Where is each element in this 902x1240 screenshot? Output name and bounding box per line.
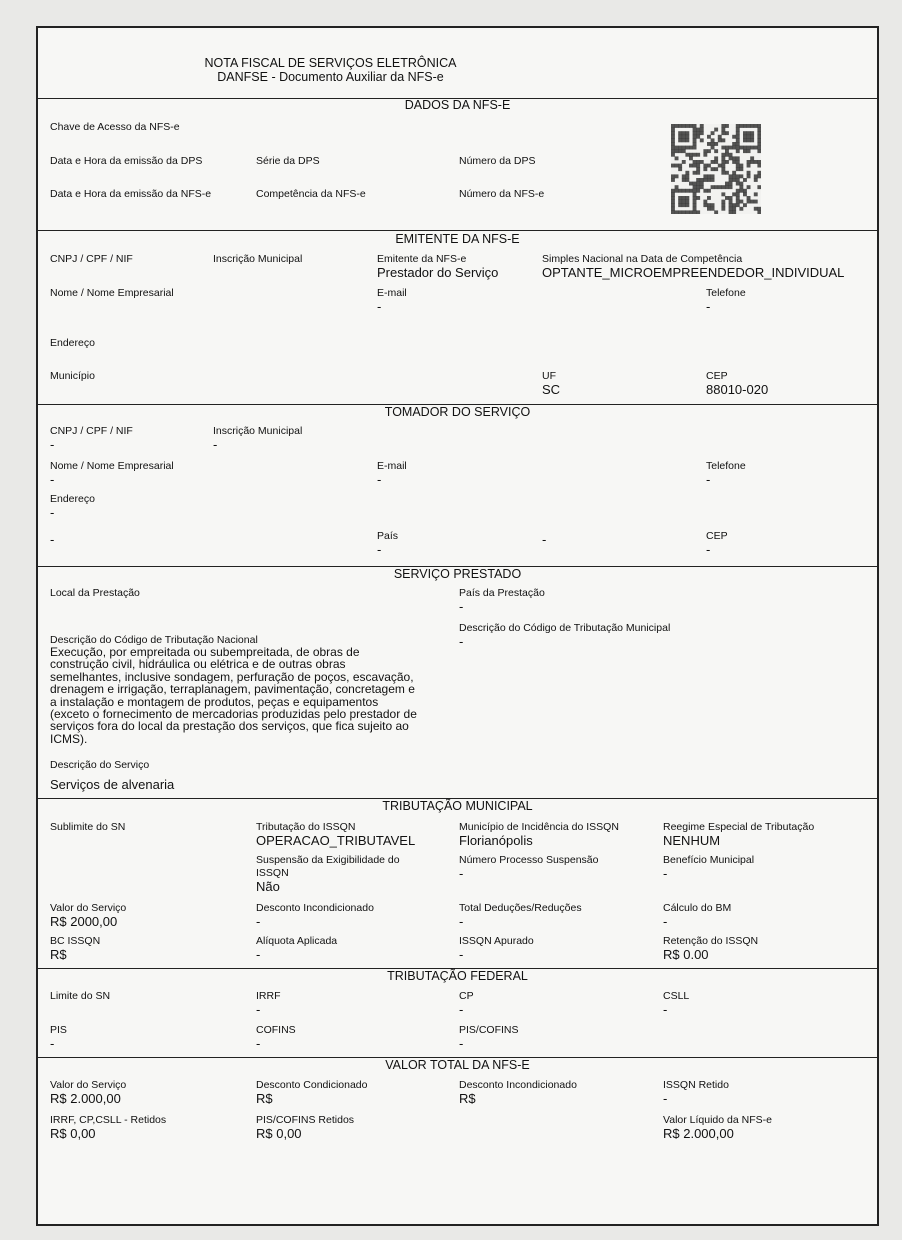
aliquota-value: - <box>256 947 261 962</box>
emitente-municipio-label: Município <box>50 370 95 382</box>
tomador-email-field <box>377 460 407 487</box>
municipio-incidencia-value: Florianópolis <box>459 833 533 848</box>
emitente-uf-value: SC <box>542 382 561 397</box>
danfse-document <box>36 26 879 1226</box>
tomador-municipio-value: - <box>50 532 55 547</box>
pis-retidos-field <box>256 1114 354 1141</box>
beneficio-municipal-label: Benefício Municipal <box>663 854 755 866</box>
tomador-endereco-value: - <box>50 505 55 520</box>
desconto-incondicionado-label: Desconto Incondicionado <box>256 902 374 914</box>
irrf-retidos-field <box>50 1114 166 1141</box>
emitente-cnpj-label: CNPJ / CPF / NIF <box>50 253 133 265</box>
tomador-pais-field <box>377 530 398 557</box>
simples-nacional-field <box>542 253 844 280</box>
desconto-condicionado-label: Desconto Condicionado <box>256 1079 368 1091</box>
regime-especial-value: NENHUM <box>663 833 721 848</box>
bc-issqn-field <box>50 935 100 962</box>
emissao-dps-label: Data e Hora da emissão da DPS <box>50 155 203 167</box>
tomador-uf-value: - <box>542 532 547 547</box>
retencao-issqn-value: R$ 0.00 <box>663 947 709 962</box>
csll-field <box>663 990 689 1017</box>
tomador-cep-value: - <box>706 542 711 557</box>
irrf-retidos-label: IRRF, CP,CSLL - Retidos <box>50 1114 167 1126</box>
tomador-nome-value: - <box>50 472 55 487</box>
emitente-cep-field <box>706 370 768 397</box>
aliquota-field <box>256 935 337 962</box>
emitente-inscricao-label: Inscrição Municipal <box>213 253 303 265</box>
csll-label: CSLL <box>663 990 690 1002</box>
tomador-endereco-label: Endereço <box>50 493 95 505</box>
calculo-bm-label: Cálculo do BM <box>663 902 732 914</box>
pis-field <box>50 1024 67 1051</box>
suspensao-field <box>256 854 400 894</box>
irrf-value: - <box>256 1002 261 1017</box>
tomador-pais-value: - <box>377 542 382 557</box>
emissao-nfse-label: Data e Hora da emissão da NFS-e <box>50 188 212 200</box>
tomador-cnpj-value: - <box>50 437 55 452</box>
tributacao-issqn-value: OPERACAO_TRIBUTAVEL <box>256 833 416 848</box>
tomador-nome-field <box>50 460 174 487</box>
tomador-inscricao-field <box>213 425 302 452</box>
regime-especial-field <box>663 821 814 848</box>
emitente-email-label: E-mail <box>377 287 407 299</box>
descricao-municipal-field <box>459 622 670 649</box>
limite-sn-label: Limite do SN <box>50 990 111 1002</box>
descricao-nacional-field <box>50 635 450 745</box>
desconto-incondicionado-value: - <box>256 914 261 929</box>
issqn-retido-field <box>663 1079 729 1106</box>
total-desconto-incondicionado-field <box>459 1079 577 1106</box>
desconto-condicionado-value: R$ <box>256 1091 273 1106</box>
tomador-inscricao-value: - <box>213 437 218 452</box>
section-title-servico: SERVIÇO PRESTADO <box>393 567 522 581</box>
descricao-municipal-label: Descrição do Código de Tributação Municipal <box>459 622 671 634</box>
emitente-email-value: - <box>377 299 382 314</box>
numero-nfse-label: Número da NFS-e <box>459 188 545 200</box>
total-deducoes-field <box>459 902 582 929</box>
total-valor-servico-value: R$ 2.000,00 <box>50 1091 121 1106</box>
issqn-apurado-value: - <box>459 947 464 962</box>
cp-field <box>459 990 474 1017</box>
processo-suspensao-field <box>459 854 599 881</box>
retencao-issqn-field <box>663 935 758 962</box>
cp-value: - <box>459 1002 464 1017</box>
tomador-cep-label: CEP <box>706 530 728 542</box>
calculo-bm-field <box>663 902 731 929</box>
descricao-nacional-value: Execução, por empreitada ou subempreitada, de obras de construção civil, hidráulica ou elétrica e de outras obras semelhantes, inclusive sondagem, perfuração de poços, escavação, drenagem e irrigação, terraplanagem, pavimentação, concretagem e a instalação e montagem de produtos, peças e equipamentos (exceto o fornecimento de mercadorias produzidas pelo prestador de serviços fora do local da prestação dos serviços, que fica sujeito ao ICMS). <box>50 645 417 746</box>
suspensao-label: Suspensão da Exigibilidade do <box>256 854 400 866</box>
tomador-pais-label: País <box>377 530 399 542</box>
descricao-servico-label: Descrição do Serviço <box>50 759 150 771</box>
serie-dps-label: Série da DPS <box>256 155 320 167</box>
tomador-telefone-field <box>706 460 746 487</box>
tomador-email-value: - <box>377 472 382 487</box>
valor-liquido-field <box>663 1114 772 1141</box>
pais-prestacao-value: - <box>459 599 464 614</box>
numero-dps-label: Número da DPS <box>459 155 536 167</box>
competencia-label: Competência da NFS-e <box>256 188 366 200</box>
irrf-retidos-value: R$ 0,00 <box>50 1126 96 1141</box>
beneficio-municipal-value: - <box>663 866 668 881</box>
piscofins-value: - <box>459 1036 464 1051</box>
emitente-tipo-label: Emitente da NFS-e <box>377 253 467 265</box>
total-valor-servico-field <box>50 1079 126 1106</box>
issqn-apurado-field <box>459 935 534 962</box>
simples-nacional-label: Simples Nacional na Data de Competência <box>542 253 743 265</box>
tomador-inscricao-label: Inscrição Municipal <box>213 425 303 437</box>
municipio-incidencia-label: Município de Incidência do ISSQN <box>459 821 619 833</box>
emitente-tipo-value: Prestador do Serviço <box>377 265 499 280</box>
section-title-valor-total: VALOR TOTAL DA NFS-E <box>385 1058 530 1072</box>
emitente-cep-value: 88010-020 <box>706 382 769 397</box>
valor-liquido-label: Valor Líquido da NFS-e <box>663 1114 772 1126</box>
pis-retidos-value: R$ 0,00 <box>256 1126 302 1141</box>
issqn-apurado-label: ISSQN Apurado <box>459 935 534 947</box>
emitente-nome-label: Nome / Nome Empresarial <box>50 287 174 299</box>
tomador-telefone-label: Telefone <box>706 460 746 472</box>
pis-retidos-label: PIS/COFINS Retidos <box>256 1114 355 1126</box>
emitente-uf-label: UF <box>542 370 556 382</box>
valor-liquido-value: R$ 2.000,00 <box>663 1126 734 1141</box>
beneficio-municipal-field <box>663 854 754 881</box>
total-desconto-incondicionado-label: Desconto Incondicionado <box>459 1079 577 1091</box>
divider <box>38 230 877 231</box>
processo-suspensao-value: - <box>459 866 464 881</box>
csll-value: - <box>663 1002 668 1017</box>
piscofins-field <box>459 1024 519 1051</box>
tomador-telefone-value: - <box>706 472 711 487</box>
pais-prestacao-field <box>459 587 545 614</box>
chave-acesso-label: Chave de Acesso da NFS-e <box>50 121 180 133</box>
total-desconto-incondicionado-value: R$ <box>459 1091 476 1106</box>
sublimite-label: Sublimite do SN <box>50 821 126 833</box>
tributacao-issqn-field <box>256 821 415 848</box>
cofins-label: COFINS <box>256 1024 296 1036</box>
emitente-telefone-label: Telefone <box>706 287 746 299</box>
bc-issqn-value: R$ <box>50 947 67 962</box>
emitente-endereco-label: Endereço <box>50 337 95 349</box>
desconto-incondicionado-field <box>256 902 374 929</box>
pais-prestacao-label: País da Prestação <box>459 587 545 599</box>
valor-servico-value: R$ 2000,00 <box>50 914 118 929</box>
tomador-email-label: E-mail <box>377 460 407 472</box>
total-deducoes-label: Total Deduções/Reduções <box>459 902 582 914</box>
pis-label: PIS <box>50 1024 67 1036</box>
desconto-condicionado-field <box>256 1079 368 1106</box>
aliquota-label: Alíquota Aplicada <box>256 935 338 947</box>
descricao-servico-value: Serviços de alvenaria <box>50 777 175 792</box>
local-prestacao-label: Local da Prestação <box>50 587 140 599</box>
issqn-retido-value: - <box>663 1091 668 1106</box>
irrf-field <box>256 990 281 1017</box>
tomador-endereco-field <box>50 493 95 520</box>
section-title-dados: DADOS DA NFS-E <box>404 98 511 112</box>
header-title: NOTA FISCAL DE SERVIÇOS ELETRÔNICA <box>204 56 457 70</box>
valor-servico-field <box>50 902 126 929</box>
suspensao-label-line2: ISSQN <box>256 867 289 879</box>
cp-label: CP <box>459 990 474 1002</box>
simples-nacional-value: OPTANTE_MICROEMPREENDEDOR_INDIVIDUAL <box>542 265 845 280</box>
section-title-trib-municipal: TRIBUTAÇÃO MUNICIPAL <box>382 799 533 813</box>
valor-servico-label: Valor do Serviço <box>50 902 127 914</box>
tomador-nome-label: Nome / Nome Empresarial <box>50 460 174 472</box>
retencao-issqn-label: Retenção do ISSQN <box>663 935 759 947</box>
emitente-email-field <box>377 287 407 314</box>
tomador-cep-field <box>706 530 728 557</box>
qr-code-icon <box>671 124 761 214</box>
cofins-field <box>256 1024 296 1051</box>
cofins-value: - <box>256 1036 261 1051</box>
calculo-bm-value: - <box>663 914 668 929</box>
header-subtitle: DANFSE - Documento Auxiliar da NFS-e <box>217 70 444 84</box>
emitente-cep-label: CEP <box>706 370 728 382</box>
tributacao-issqn-label: Tributação do ISSQN <box>256 821 356 833</box>
irrf-label: IRRF <box>256 990 281 1002</box>
tomador-cnpj-field <box>50 425 133 452</box>
municipio-incidencia-field <box>459 821 619 848</box>
section-title-tomador: TOMADOR DO SERVIÇO <box>384 405 531 419</box>
total-valor-servico-label: Valor do Serviço <box>50 1079 127 1091</box>
emitente-telefone-value: - <box>706 299 711 314</box>
suspensao-value: Não <box>256 879 280 894</box>
section-title-emitente: EMITENTE DA NFS-E <box>395 232 520 246</box>
descricao-municipal-value: - <box>459 634 464 649</box>
regime-especial-label: Reegime Especial de Tributação <box>663 821 815 833</box>
piscofins-label: PIS/COFINS <box>459 1024 519 1036</box>
bc-issqn-label: BC ISSQN <box>50 935 101 947</box>
pis-value: - <box>50 1036 55 1051</box>
total-deducoes-value: - <box>459 914 464 929</box>
issqn-retido-label: ISSQN Retido <box>663 1079 729 1091</box>
tomador-cnpj-label: CNPJ / CPF / NIF <box>50 425 133 437</box>
section-title-trib-federal: TRIBUTAÇÃO FEDERAL <box>387 969 528 983</box>
emitente-uf-field <box>542 370 560 397</box>
emitente-tipo-field <box>377 253 498 280</box>
emitente-telefone-field <box>706 287 746 314</box>
processo-suspensao-label: Número Processo Suspensão <box>459 854 599 866</box>
descricao-nacional-label: Descrição do Código de Tributação Nacional <box>50 634 258 646</box>
document-header <box>38 56 623 84</box>
